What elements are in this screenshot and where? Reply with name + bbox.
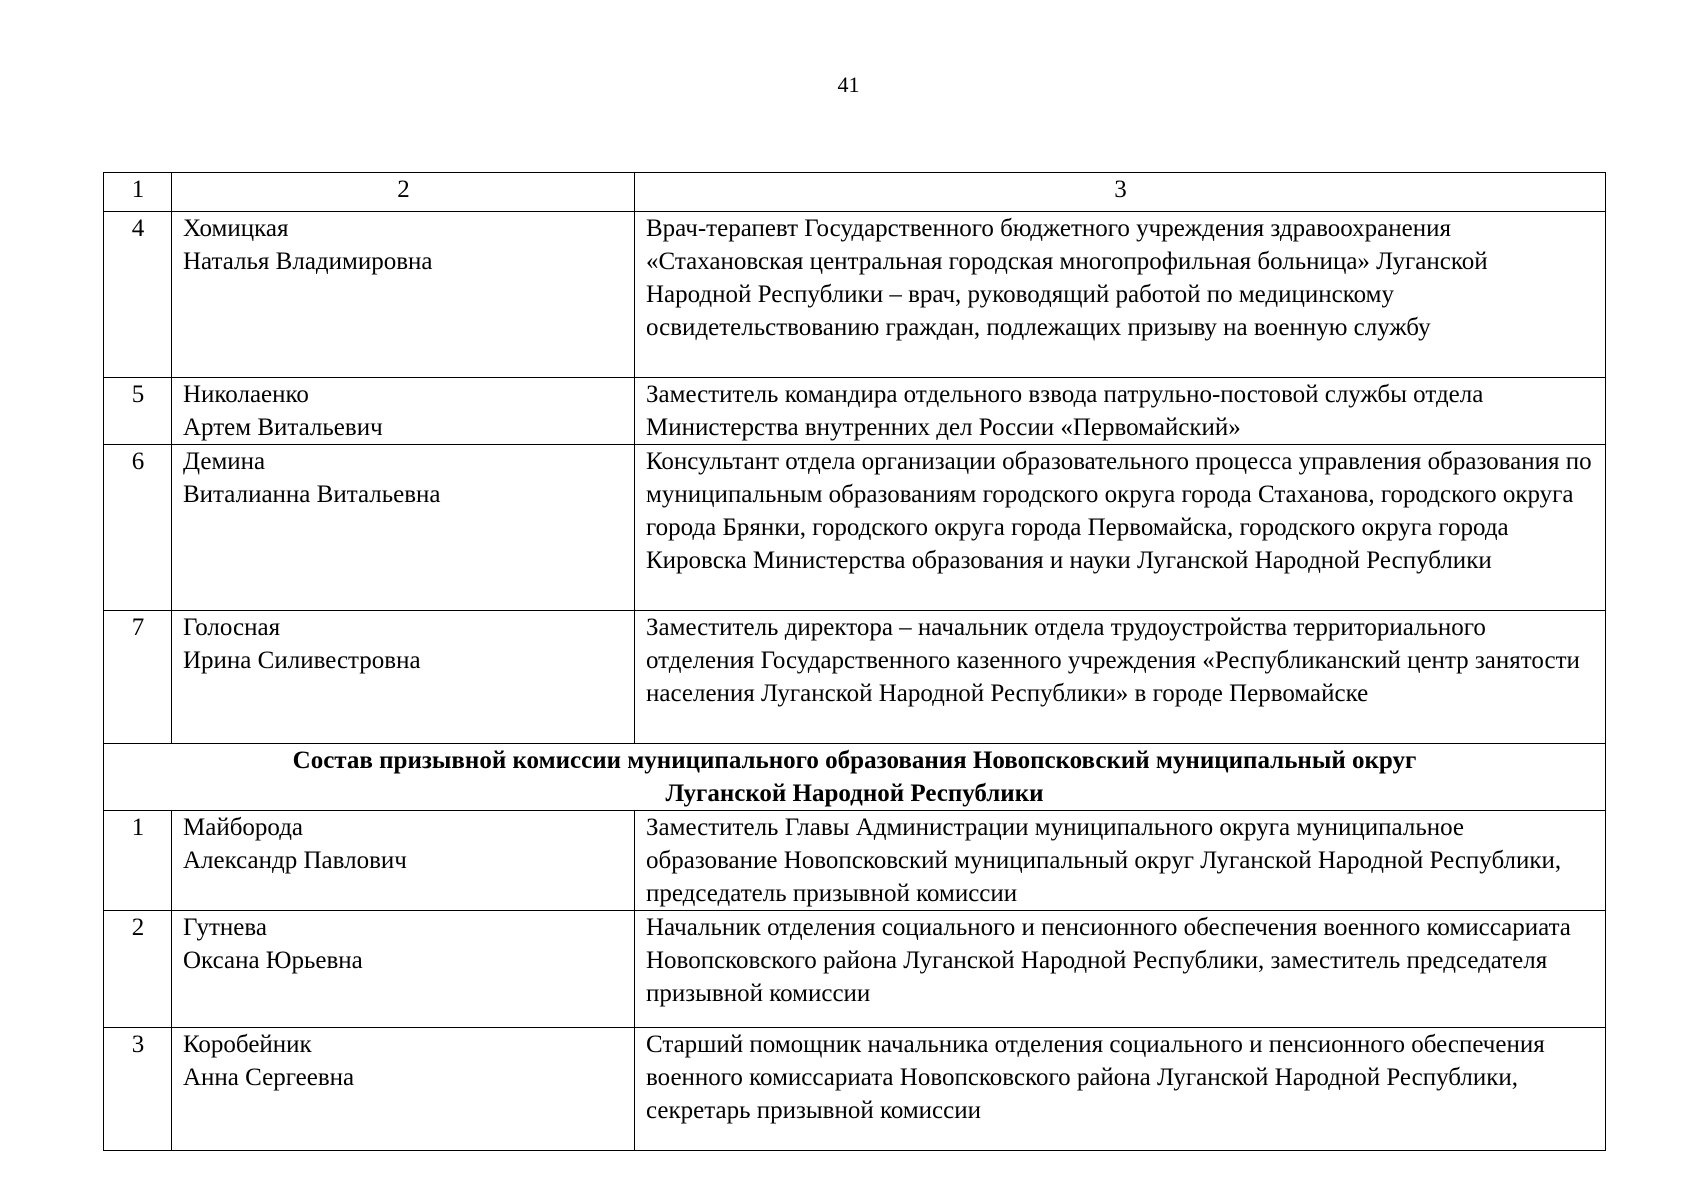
row-number: 1 xyxy=(104,811,172,911)
member-name: Голосная Ирина Силивестровна xyxy=(172,611,635,744)
member-position: Заместитель командира отдельного взвода патрульно-постовой службы отдела Министерства внутренних дел России «Первомайский» xyxy=(635,378,1606,445)
header-col-3: 3 xyxy=(635,173,1606,212)
member-name: Коробейник Анна Сергеевна xyxy=(172,1028,635,1151)
section-heading-row xyxy=(104,744,1606,811)
page-number: 41 xyxy=(837,72,860,97)
commission-table xyxy=(103,172,1606,1151)
table-row xyxy=(104,611,1606,744)
header-col-2: 2 xyxy=(172,173,635,212)
table-row xyxy=(104,1028,1606,1151)
member-position: Заместитель директора – начальник отдела трудоустройства территориального отделения Государственного казенного учреждения «Республиканский центр занятости населения Луганской Народной Республики» в городе Первомайске xyxy=(635,611,1606,744)
row-number: 4 xyxy=(104,212,172,378)
table-row xyxy=(104,911,1606,1028)
member-position: Старший помощник начальника отделения социального и пенсионного обеспечения военного комиссариата Новопсковского района Луганской Народной Республики, секретарь призывной комиссии xyxy=(635,1028,1606,1151)
row-number: 5 xyxy=(104,378,172,445)
table-row xyxy=(104,378,1606,445)
member-position: Врач-терапевт Государственного бюджетного учреждения здравоохранения «Стахановская центральная городская многопрофильная больница» Луганской Народной Республики – врач, руководящий работой по медицинскому освидетельствованию граждан, подлежащих призыву на военную службу xyxy=(635,212,1606,378)
member-name: Гутнева Оксана Юрьевна xyxy=(172,911,635,1028)
section-title: Состав призывной комиссии муниципального образования Новопсковский муниципальный округ Луганской Народной Республики xyxy=(104,744,1606,811)
table-row xyxy=(104,212,1606,378)
table-row xyxy=(104,445,1606,611)
member-name: Хомицкая Наталья Владимировна xyxy=(172,212,635,378)
member-position: Начальник отделения социального и пенсионного обеспечения военного комиссариата Новопсковского района Луганской Народной Республики, заместитель председателя призывной комиссии xyxy=(635,911,1606,1028)
row-number: 3 xyxy=(104,1028,172,1151)
member-name: Демина Виталианна Витальевна xyxy=(172,445,635,611)
table-row xyxy=(104,811,1606,911)
row-number: 7 xyxy=(104,611,172,744)
member-position: Заместитель Главы Администрации муниципального округа муниципальное образование Новопсковский муниципальный округ Луганской Народной Республики, председатель призывной комиссии xyxy=(635,811,1606,911)
table-header-row xyxy=(104,173,1606,212)
row-number: 2 xyxy=(104,911,172,1028)
member-name: Николаенко Артем Витальевич xyxy=(172,378,635,445)
member-name: Майборода Александр Павлович xyxy=(172,811,635,911)
row-number: 6 xyxy=(104,445,172,611)
member-position: Консультант отдела организации образовательного процесса управления образования по муниципальным образованиям городского округа города Стаханова, городского округа города Брянки, городского округа города Первомайска, городского округа города Кировска Министерства образования и науки Луганской Народной Республики xyxy=(635,445,1606,611)
header-col-1: 1 xyxy=(104,173,172,212)
